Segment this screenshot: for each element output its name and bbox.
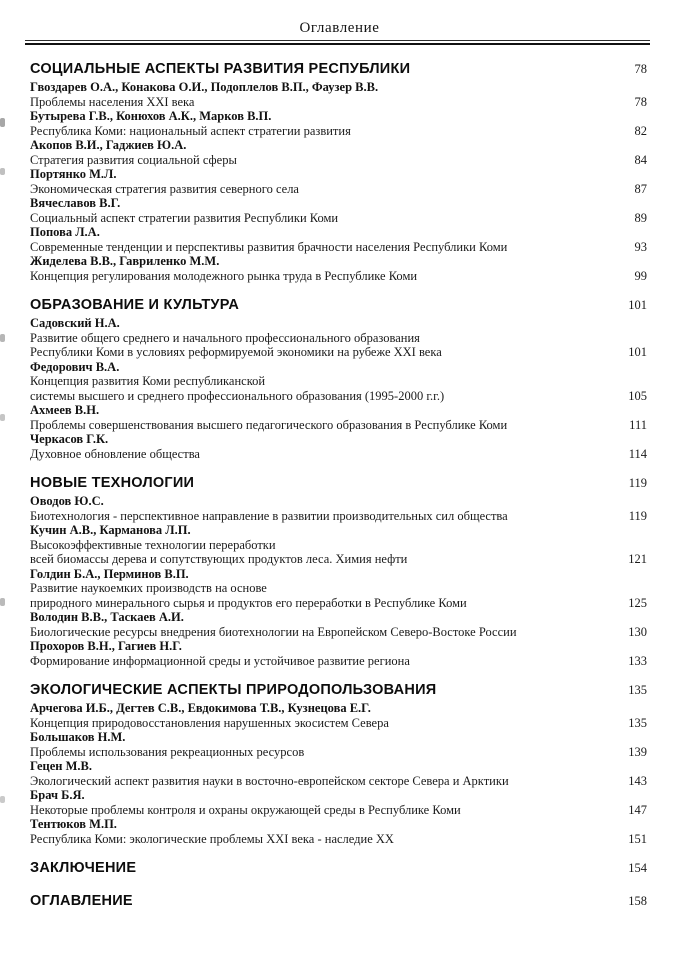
toc <box>0 45 679 912</box>
entry-title-text: Биологические ресурсы внедрения биотехнологии на Европейском Северо-Востоке России <box>30 624 517 639</box>
entry-page-number: 99 <box>634 268 647 283</box>
toc-entry <box>30 316 647 360</box>
entry-authors: Вячеславов В.Г. <box>30 196 121 210</box>
scan-artifact <box>0 168 5 175</box>
entry-title-line <box>30 345 647 360</box>
entry-authors: Попова Л.А. <box>30 225 100 239</box>
entry-page-number: 121 <box>628 552 647 566</box>
toc-section <box>30 294 647 461</box>
entry-title-text: Проблемы совершенствования высшего педагогического образования в Республике Коми <box>30 417 508 432</box>
entry-page-number: 143 <box>628 773 647 788</box>
toc-entry <box>30 730 647 759</box>
entry-authors: Бутырева Г.В., Конюхов А.К., Марков В.П. <box>30 109 272 123</box>
toc-entry <box>30 759 647 788</box>
entry-title-text: Республика Коми: экологические проблемы XXI века - наследие XX <box>30 831 394 846</box>
section-title: ЭКОЛОГИЧЕСКИЕ АСПЕКТЫ ПРИРОДОПОЛЬЗОВАНИЯ <box>30 682 437 698</box>
section-heading-row <box>30 58 647 80</box>
section-heading-row <box>30 472 647 494</box>
section-page-number: 158 <box>628 894 647 908</box>
scan-artifact <box>0 796 5 803</box>
entry-title-text: Развитие наукоемких производств на основе <box>30 581 267 595</box>
entry-title-line <box>30 803 647 818</box>
toc-section <box>30 472 647 668</box>
toc-section <box>30 890 647 912</box>
toc-entry <box>30 432 647 461</box>
scan-artifact <box>0 334 5 342</box>
entry-title-line <box>30 447 647 462</box>
entry-authors: Тентюков М.П. <box>30 817 117 831</box>
toc-section <box>30 679 647 846</box>
entry-authors: Арчегова И.Б., Дегтев С.В., Евдокимова Т.В., Кузнецова Е.Г. <box>30 701 371 715</box>
entry-title-text: Социальный аспект стратегии развития Республики Коми <box>30 210 339 225</box>
page-header <box>0 19 679 45</box>
entry-title-line <box>30 240 647 255</box>
scan-artifact <box>0 118 5 127</box>
entry-title-text: Республики Коми в условиях реформируемой экономики на рубеже XXI века <box>30 345 442 359</box>
scan-artifact <box>0 598 5 606</box>
entry-authors: Гвоздарев О.А., Конакова О.И., Подоплелов В.П., Фаузер В.В. <box>30 80 379 94</box>
section-page-number: 154 <box>628 861 647 875</box>
entry-authors: Федорович В.А. <box>30 359 120 374</box>
section-page-number: 119 <box>628 476 647 490</box>
toc-entry <box>30 494 647 523</box>
entry-title-text: Концепция развития Коми республиканской <box>30 374 266 388</box>
toc-entry <box>30 138 647 167</box>
entry-title-text: Некоторые проблемы контроля и охраны окружающей среды в Республике Коми <box>30 802 461 817</box>
entry-page-number: 82 <box>634 123 647 138</box>
entry-authors: Кучин А.В., Карманова Л.П. <box>30 523 191 537</box>
toc-entry <box>30 80 647 109</box>
entry-authors: Садовский Н.А. <box>30 316 120 330</box>
entry-authors: Ахмеев В.Н. <box>30 403 100 417</box>
toc-entry <box>30 788 647 817</box>
toc-entry <box>30 109 647 138</box>
entry-title-line <box>30 211 647 226</box>
entry-authors: Голдин Б.А., Перминов В.П. <box>30 566 189 581</box>
entry-title-line <box>30 716 647 731</box>
entry-page-number: 111 <box>629 417 647 432</box>
section-title: СОЦИАЛЬНЫЕ АСПЕКТЫ РАЗВИТИЯ РЕСПУБЛИКИ <box>30 61 411 77</box>
entry-page-number: 105 <box>628 388 647 403</box>
entry-page-number: 78 <box>634 94 647 109</box>
entry-page-number: 133 <box>628 653 647 668</box>
entry-title-text: природного минерального сырья и продуктов его переработки в Республике Коми <box>30 595 467 610</box>
entry-page-number: 119 <box>628 508 647 523</box>
toc-entry <box>30 701 647 730</box>
section-title: НОВЫЕ ТЕХНОЛОГИИ <box>30 475 195 491</box>
toc-entry <box>30 403 647 432</box>
section-entries <box>30 316 647 461</box>
toc-entry <box>30 639 647 668</box>
toc-entry <box>30 225 647 254</box>
entry-title-text: Высокоэффективные технологии переработки <box>30 537 276 552</box>
entry-page-number: 87 <box>634 181 647 196</box>
entry-title-line <box>30 153 647 168</box>
entry-title-text: системы высшего и среднего профессионального образования (1995-2000 г.г.) <box>30 388 445 403</box>
toc-section <box>30 58 647 283</box>
entry-title-text: Экологический аспект развития науки в восточно-европейском секторе Севера и Арктики <box>30 773 509 788</box>
entry-authors: Брач Б.Я. <box>30 788 85 802</box>
entry-title-text: Формирование информационной среды и устойчивое развитие региона <box>30 653 410 668</box>
section-page-number: 135 <box>628 683 647 697</box>
entry-title-line <box>30 95 647 110</box>
section-page-number: 78 <box>634 62 647 76</box>
entry-authors: Жиделева В.В., Гавриленко М.М. <box>30 254 220 268</box>
section-entries <box>30 494 647 668</box>
entry-title-line <box>30 182 647 197</box>
entry-page-number: 93 <box>634 239 647 254</box>
entry-title-text: Развитие общего среднего и начального профессионального образования <box>30 330 420 345</box>
entry-authors: Портянко М.Л. <box>30 167 117 181</box>
toc-entry <box>30 610 647 639</box>
section-heading-row <box>30 857 647 879</box>
entry-title-line <box>30 552 647 567</box>
entry-page-number: 135 <box>628 715 647 730</box>
entry-title-line <box>30 625 647 640</box>
section-heading-row <box>30 294 647 316</box>
section-entries <box>30 701 647 846</box>
section-title: ЗАКЛЮЧЕНИЕ <box>30 860 137 876</box>
entry-title-line <box>30 654 647 669</box>
entry-title-line <box>30 596 647 611</box>
entry-title-text: Биотехнология - перспективное направление в развитии производительных сил общества <box>30 508 508 523</box>
entry-title-line <box>30 581 647 596</box>
toc-section <box>30 857 647 879</box>
entry-title-line <box>30 389 647 404</box>
section-entries <box>30 80 647 283</box>
entry-page-number: 114 <box>628 446 647 461</box>
section-title: ОБРАЗОВАНИЕ И КУЛЬТУРА <box>30 297 240 313</box>
entry-authors: Гецен М.В. <box>30 759 93 773</box>
scan-artifact <box>0 414 5 421</box>
entry-title-text: Концепция регулирования молодежного рынка труда в Республике Коми <box>30 268 418 283</box>
entry-authors: Оводов Ю.С. <box>30 494 104 508</box>
toc-entry <box>30 523 647 567</box>
entry-page-number: 151 <box>628 831 647 846</box>
entry-title-text: всей биомассы дерева и сопутствующих продуктов леса. Химия нефти <box>30 552 408 566</box>
entry-page-number: 101 <box>628 345 647 359</box>
entry-authors: Володин В.В., Таскаев А.И. <box>30 610 184 624</box>
entry-title-text: Духовное обновление общества <box>30 446 200 461</box>
entry-page-number: 139 <box>628 744 647 759</box>
entry-title-line <box>30 832 647 847</box>
entry-page-number: 147 <box>628 802 647 817</box>
entry-authors: Прохоров В.Н., Гагиев Н.Г. <box>30 639 182 653</box>
entry-authors: Большаков Н.М. <box>30 730 126 744</box>
entry-title-line <box>30 374 647 389</box>
entry-title-line <box>30 269 647 284</box>
toc-entry <box>30 817 647 846</box>
entry-title-text: Стратегия развития социальной сферы <box>30 152 237 167</box>
entry-title-text: Республика Коми: национальный аспект стратегии развития <box>30 123 351 138</box>
entry-title-line <box>30 509 647 524</box>
section-page-number: 101 <box>628 298 647 312</box>
entry-title-text: Проблемы населения XXI века <box>30 94 195 109</box>
entry-page-number: 125 <box>628 595 647 610</box>
entry-title-line <box>30 418 647 433</box>
entry-title-text: Проблемы использования рекреационных ресурсов <box>30 744 305 759</box>
entry-title-line <box>30 745 647 760</box>
entry-title-text: Современные тенденции и перспективы развития брачности населения Республики Коми <box>30 239 508 254</box>
toc-entry <box>30 167 647 196</box>
toc-entry <box>30 360 647 404</box>
entry-title-line <box>30 331 647 346</box>
entry-page-number: 89 <box>634 210 647 225</box>
section-title: ОГЛАВЛЕНИЕ <box>30 893 133 909</box>
entry-authors: Акопов В.И., Гаджиев Ю.А. <box>30 138 187 152</box>
entry-title-text: Экономическая стратегия развития северного села <box>30 181 299 196</box>
toc-entry <box>30 567 647 611</box>
section-heading-row <box>30 679 647 701</box>
entry-title-line <box>30 124 647 139</box>
page-title: Оглавление <box>299 20 380 36</box>
entry-title-line <box>30 538 647 553</box>
section-heading-row <box>30 890 647 912</box>
entry-page-number: 130 <box>628 624 647 639</box>
toc-entry <box>30 196 647 225</box>
toc-entry <box>30 254 647 283</box>
entry-title-text: Концепция природовосстановления нарушенных экосистем Севера <box>30 715 389 730</box>
entry-authors: Черкасов Г.К. <box>30 432 109 446</box>
entry-page-number: 84 <box>634 152 647 167</box>
entry-title-line <box>30 774 647 789</box>
